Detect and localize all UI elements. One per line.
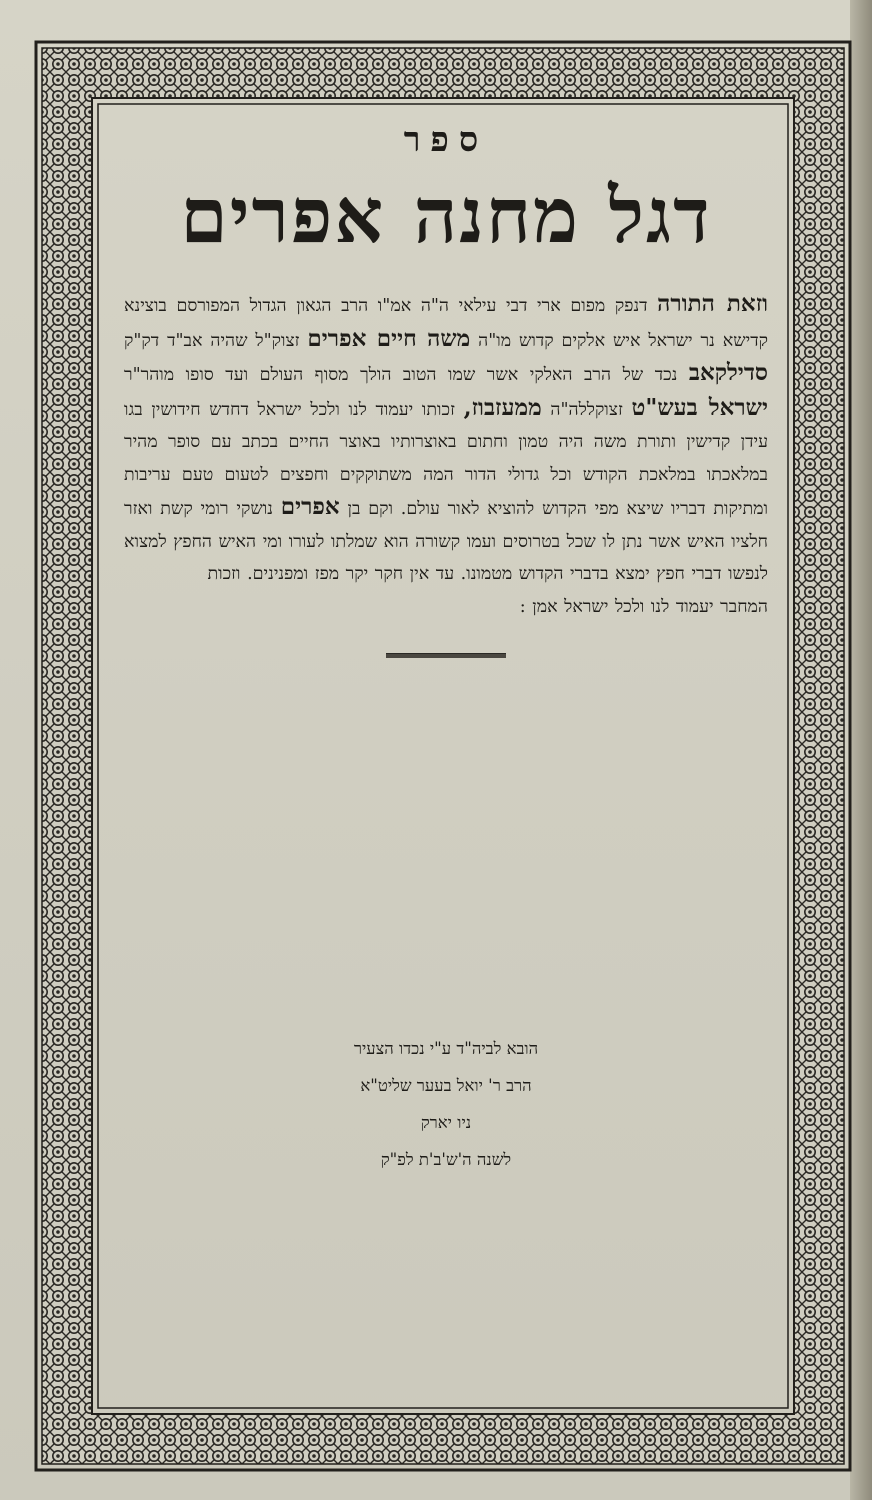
- book-title: דגל מחנה אפרים: [180, 171, 712, 260]
- imprint-line: הרב ר' יואל בעער שליט"א: [360, 1076, 532, 1095]
- imprint-block: [96, 1030, 796, 1178]
- author-name: משה חיים אפרים: [307, 324, 471, 352]
- imprint-line: הובא לביה"ד ע"י נכדו הצעיר: [353, 1039, 539, 1058]
- text-run: דנפק מפום ארי דבי עילאי ה"ה אמ"ו הרב הגאון הגדול המפורסם בוצינא קדישא נר ישראל איש אלקים קדוש מו"ה: [124, 296, 768, 351]
- text-run: זכותו יעמוד לנו ולכל ישראל דחדש חידושין בגו עידן קדישין ותורת משה היה טמון וחתום באוצרותיו באוצר החיים בכתב עם סופר מהיר במלאכתו במלאכת הקודש וכל גדולי הדור המה משתוקקים וחפצים לטעום טעם עריבות ומתיקות דבריו שיצא מפי הקדוש להוציא לאור עולם. וקם בן: [124, 399, 768, 519]
- imprint-line: ניו יארק: [420, 1113, 472, 1132]
- heading-sefer: ספר: [403, 120, 489, 160]
- opening-words: וזאת התורה: [657, 290, 768, 317]
- closing-line: המחבר יעמוד לנו ולכל ישראל אמן :: [519, 596, 768, 617]
- text-run: זצוקללה"ה: [541, 399, 632, 420]
- besht-name: ישראל בעש"ט: [631, 393, 768, 421]
- title-page-content: [96, 100, 796, 1410]
- page-edge-shadow: [850, 0, 872, 1500]
- description-paragraph: [124, 288, 768, 623]
- ephraim-name: אפרים: [280, 493, 340, 520]
- divider-rule: [386, 653, 506, 658]
- text-run: נכד של הרב האלקי אשר שמו הטוב הולך מסוף העולם ועד סופו מוהר"ר: [124, 365, 689, 385]
- text-run: זצוק"ל שהיה אב"ד דק"ק: [124, 330, 308, 351]
- town-name: סדילקאב: [688, 359, 768, 386]
- text-run: נושקי רומי קשת ואזר חלציו האיש אשר נתן לו שכל בטרוסים ועמו קשורה הוא שמלתו לעורו ומי האיש החפץ למצוא לנפשו דברי חפץ ימצא בדברי הקדוש מטמונו. עד אין חקר יקר מפז ומפנינים. וזכות: [124, 499, 768, 584]
- town-name-2: ממעזבוז,: [463, 393, 542, 421]
- imprint-line: לשנה ה'ש'ב'ת לפ"ק: [380, 1150, 512, 1169]
